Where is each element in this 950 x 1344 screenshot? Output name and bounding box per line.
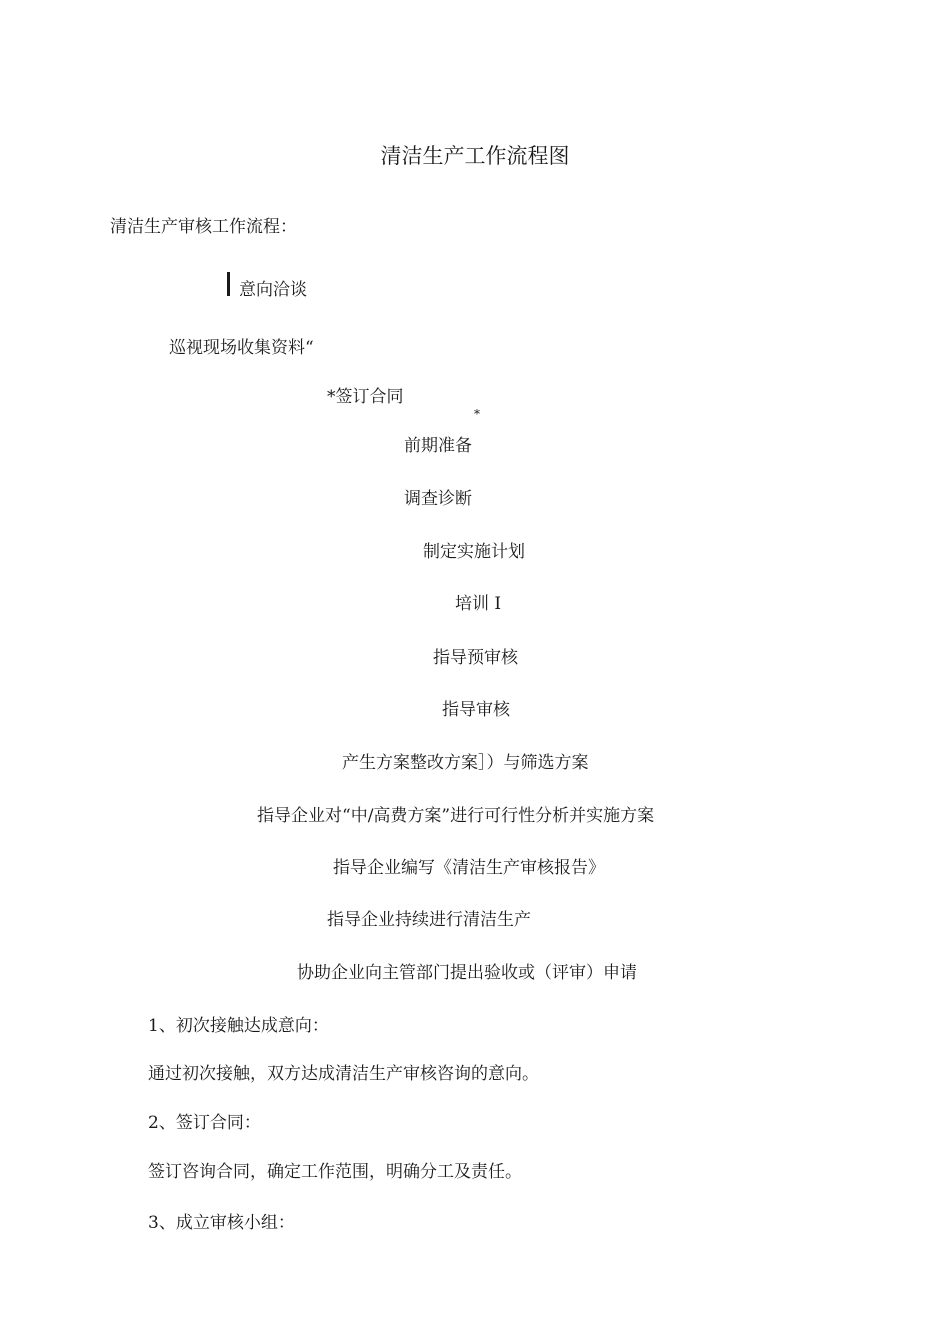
flow-start-bar [227, 272, 230, 296]
flow-step-10: 产生方案整改方案］）与筛选方案 [342, 753, 589, 773]
item-2-body: 签订咨询合同，确定工作范围，明确分工及责任。 [148, 1162, 522, 1182]
page-title: 清洁生产工作流程图 [380, 144, 570, 168]
flow-step-7: 培训 I [455, 594, 502, 614]
flow-step-12: 指导企业编写《清洁生产审核报告》 [333, 858, 605, 878]
flow-step-8: 指导预审核 [433, 648, 518, 668]
item-3-heading: 3、成立审核小组： [148, 1213, 295, 1233]
flow-step-1: 意向洽谈 [239, 280, 307, 300]
item-1-heading: 1、初次接触达成意向： [148, 1016, 329, 1036]
flow-marker: * [474, 407, 480, 421]
flow-step-14: 协助企业向主管部门提出验收或（评审）申请 [297, 963, 637, 983]
flow-step-3: *签订合同 [327, 387, 404, 407]
item-2-heading: 2、签订合同： [148, 1113, 261, 1133]
item-1-body: 通过初次接触，双方达成清洁生产审核咨询的意向。 [148, 1064, 539, 1084]
flow-step-5: 调查诊断 [404, 489, 472, 509]
flow-step-11: 指导企业对“中/高费方案”进行可行性分析并实施方案 [257, 806, 655, 826]
flow-step-13: 指导企业持续进行清洁生产 [327, 910, 531, 930]
flow-step-6: 制定实施计划 [423, 542, 525, 562]
flow-step-4: 前期准备 [404, 436, 472, 456]
flow-step-9: 指导审核 [442, 700, 510, 720]
flow-step-2: 巡视现场收集资料“ [169, 338, 314, 358]
section-heading: 清洁生产审核工作流程： [110, 217, 297, 237]
